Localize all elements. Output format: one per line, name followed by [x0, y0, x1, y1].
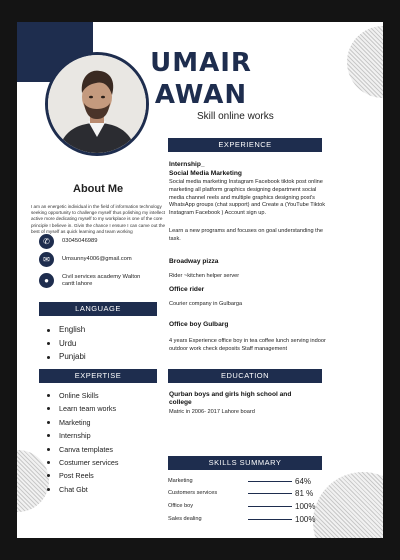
skill-percent: 81 % — [295, 489, 314, 498]
job-broadway-title: Broadway pizza — [169, 258, 219, 265]
contact-phone-row — [39, 234, 142, 249]
job-office-boy-text: 4 years Experience office boy in tea coffee lunch serving indoor outdoor work check deposits Staff management — [169, 338, 326, 352]
job-office-rider-title: Office rider — [169, 286, 205, 293]
internship-learning: Learn a new programs and focuses on goal understanding the task. — [169, 228, 323, 242]
education-school: Qurban boys and girls high school and college — [169, 391, 292, 406]
skill-row — [168, 477, 328, 488]
expertise-item: Marketing — [45, 416, 119, 429]
expertise-item: Internship — [45, 429, 119, 442]
decorative-circle-top-right — [347, 26, 383, 98]
skill-level-bar — [248, 481, 292, 482]
expertise-header: EXPERTISE — [39, 369, 157, 383]
skill-row — [168, 489, 328, 500]
resume-page — [17, 22, 383, 538]
email-icon: ✉ — [39, 252, 54, 267]
contact-address: Civil services academy Walton cantt lahore — [62, 273, 141, 287]
first-name: UMAIR — [150, 48, 252, 78]
experience-header: EXPERIENCE — [168, 138, 322, 152]
education-header: EDUCATION — [168, 369, 322, 383]
internship-description: Social media marketing Instagram Facebook tiktok post online marketing all platform graphics designing department social media channel reels and multiple graphics designing post's WhatsApp groups (chat support) and Create a (YouTube Tiktok Instagram Facebook ) Account sign up. — [169, 179, 325, 217]
skills-summary-header: SKILLS SUMMARY — [168, 456, 322, 470]
about-me-heading: About Me — [73, 183, 124, 195]
expertise-item: Costumer services — [45, 456, 119, 469]
expertise-item: Online Skills — [45, 389, 119, 402]
contact-phone: 03045046989 — [62, 238, 98, 244]
job-broadway-text: Rider ~kitchen helper server — [169, 273, 240, 279]
skill-label: Sales dealing — [168, 516, 202, 522]
profile-photo — [45, 52, 149, 156]
contact-email: Umsunny4006@gmail.com — [62, 256, 132, 262]
expertise-item: Canva templates — [45, 443, 119, 456]
internship-subtitle: Social Media Marketing — [169, 170, 242, 177]
skill-row — [168, 515, 328, 526]
language-item: Urdu — [45, 337, 86, 351]
skill-row — [168, 502, 328, 513]
phone-icon: ✆ — [39, 234, 54, 249]
language-item: Punjabi — [45, 350, 86, 364]
skill-percent: 100% — [295, 515, 316, 524]
skill-level-bar — [248, 493, 292, 494]
skill-percent: 64% — [295, 477, 312, 486]
expertise-item: Post Reels — [45, 469, 119, 482]
job-subtitle: Skill online works — [197, 111, 274, 122]
skill-percent: 100% — [295, 502, 316, 511]
job-office-boy-title: Office boy Gulbarg — [169, 321, 229, 328]
skill-label: Office boy — [168, 503, 194, 509]
contact-email-row — [39, 252, 142, 267]
about-me-text: I am an energetic individual in the field of information technology seeking opportunity to challenge myself thus polishing my intellect active more dedicating myself to my workplace is one of the core principle I believe in. Givin the chance I ensure I can carve out the best of myself as quick learning and team working — [31, 204, 166, 234]
language-item: English — [45, 323, 86, 337]
skill-label: Marketing — [168, 478, 193, 484]
internship-title: Internship_ — [169, 161, 205, 168]
language-header: LANGUAGE — [39, 302, 157, 316]
job-office-rider-text: Courier company in Gulbarga — [169, 301, 243, 307]
education-detail: Matric in 2006- 2017 Lahore board — [169, 409, 255, 415]
expertise-list — [45, 389, 119, 496]
language-list — [45, 323, 86, 364]
expertise-item: Chat Gbt — [45, 483, 119, 496]
skill-level-bar — [248, 506, 292, 507]
skill-label: Customers services — [168, 490, 218, 496]
location-icon: ● — [39, 273, 54, 288]
last-name: AWAN — [154, 80, 248, 110]
expertise-item: Learn team works — [45, 402, 119, 415]
skill-level-bar — [248, 519, 292, 520]
contact-address-row — [39, 273, 142, 288]
